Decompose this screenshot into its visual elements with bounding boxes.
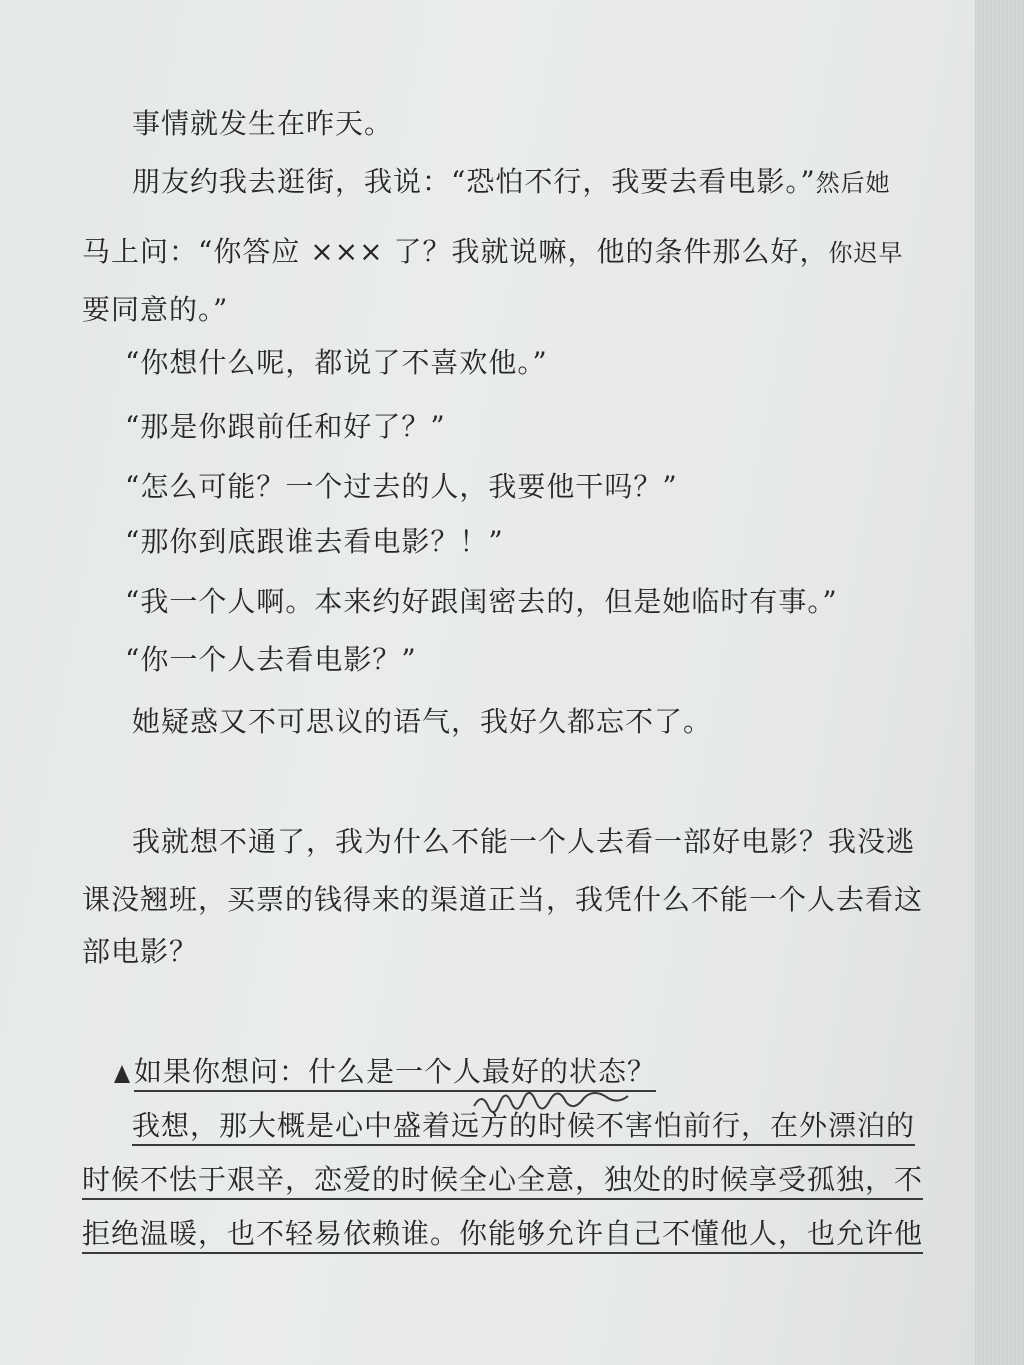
triangle-marker-icon <box>114 1065 130 1083</box>
paragraph-line: 她疑惑又不可思议的语气，我好久都忘不了。 <box>132 705 713 738</box>
dialogue-line: “你想什么呢，都说了不喜欢他。” <box>125 346 548 379</box>
text-span-small: 你迟早 <box>828 239 904 267</box>
paragraph-line: 要同意的。” <box>82 293 229 326</box>
text-span: 马上问：“你答应 ××× 了？我就说嘛，他的条件那么好， <box>82 235 829 268</box>
section-line <box>82 1214 923 1254</box>
dialogue-line: “怎么可能？一个过去的人，我要他干吗？” <box>125 470 678 503</box>
section-line <box>132 1106 915 1146</box>
paragraph-line: 部电影？ <box>82 935 199 968</box>
dialogue-line: “你一个人去看电影？” <box>125 643 417 676</box>
paragraph-line: 课没翘班，买票的钱得来的渠道正当，我凭什么不能一个人去看这 <box>82 883 924 916</box>
heading-text: 如果你想问：什么是一个人最好的状态？ <box>134 1055 656 1092</box>
dialogue-line: “那你到底跟谁去看电影？！” <box>125 525 504 558</box>
paragraph-line <box>82 232 904 273</box>
paragraph-line: 我就想不通了，我为什么不能一个人去看一部好电影？我没逃 <box>132 825 916 858</box>
paragraph-line <box>132 162 891 203</box>
dialogue-line: “那是你跟前任和好了？” <box>125 410 446 443</box>
text-span-small: 然后她 <box>815 169 891 197</box>
underlined-text: 时候不怯于艰辛，恋爱的时候全心全意，独处的时候享受孤独，不 <box>82 1163 923 1200</box>
section-line <box>82 1160 923 1200</box>
paragraph-opening: 事情就发生在昨天。 <box>132 107 394 140</box>
underlined-text: 我想，那大概是心中盛着远方的时候不害怕前行，在外漂泊的 <box>132 1109 915 1146</box>
dialogue-line: “我一个人啊。本来约好跟闺密去的，但是她临时有事。” <box>125 585 838 618</box>
underlined-text: 拒绝温暖，也不轻易依赖谁。你能够允许自己不懂他人，也允许他 <box>82 1217 923 1254</box>
page-stack-edge <box>975 0 1024 1365</box>
text-span: 朋友约我去逛街，我说：“恐怕不行，我要去看电影。” <box>132 165 816 198</box>
